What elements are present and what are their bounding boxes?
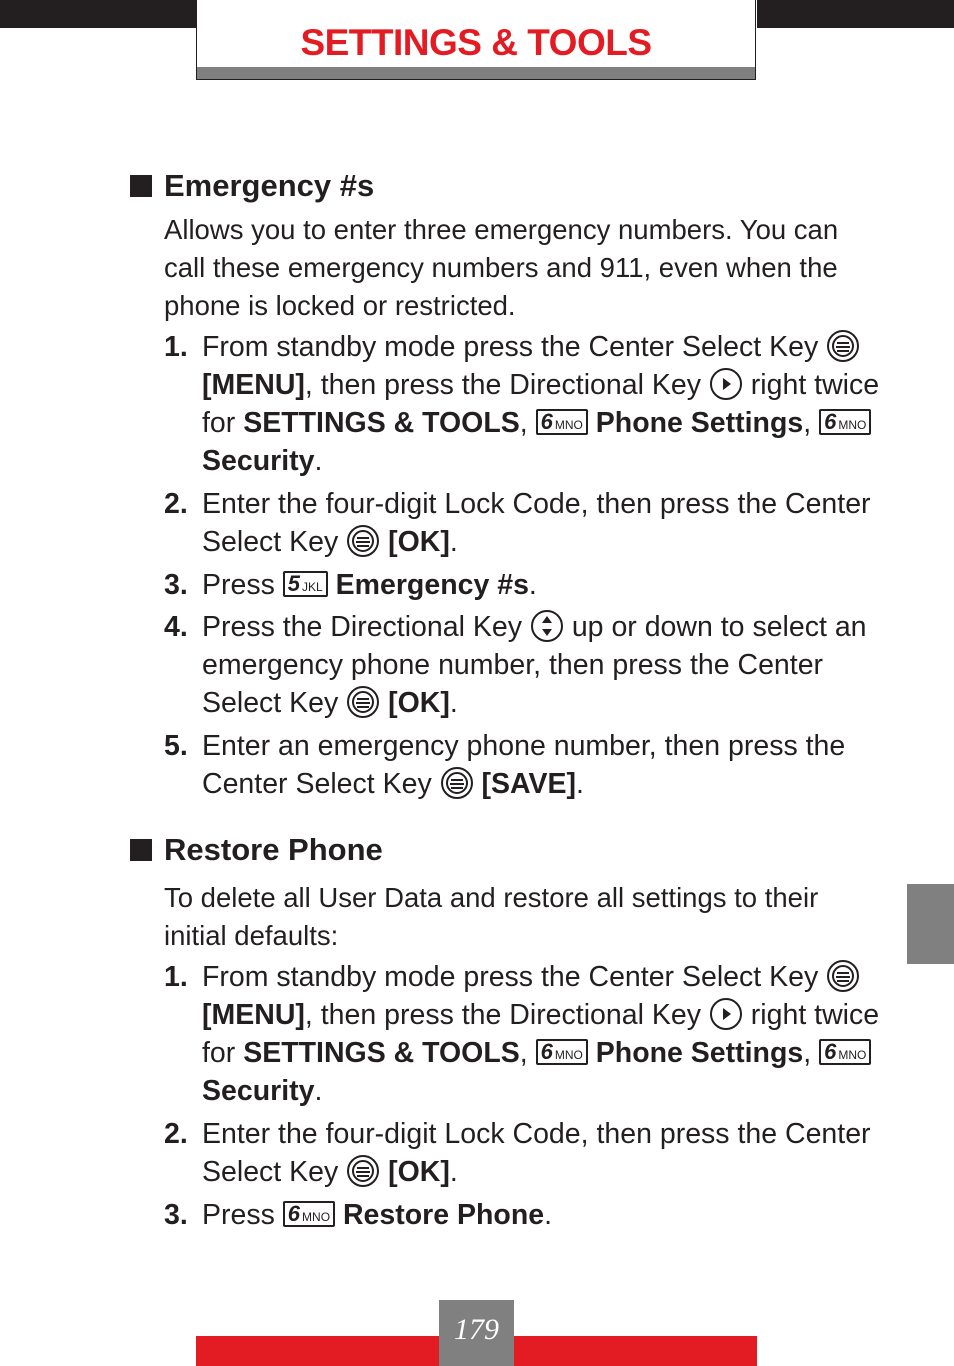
step-number: 3. <box>164 1199 188 1231</box>
step-item <box>164 566 884 604</box>
step-item <box>164 958 884 1110</box>
step-text: . <box>314 445 323 477</box>
header-underline <box>197 67 755 79</box>
menu-label: Security <box>202 1075 315 1107</box>
key-5-icon <box>283 571 328 597</box>
key-digit: 6 <box>824 1039 837 1065</box>
step-item <box>164 1196 884 1234</box>
step-item <box>164 328 884 480</box>
step-item <box>164 727 884 803</box>
key-6-icon <box>536 1039 588 1065</box>
menu-label: SETTINGS & TOOLS <box>243 407 520 439</box>
step-text: Press the Directional Key <box>202 611 522 643</box>
softkey-label: [OK] <box>388 687 450 719</box>
directional-key-right-icon <box>709 367 743 401</box>
side-tab <box>907 884 954 964</box>
step-text: , <box>519 1037 528 1069</box>
step-text: right twice for <box>202 369 880 439</box>
section-intro-restore: To delete all User Data and restore all settings to their initial defaults: <box>164 882 819 951</box>
step-text: . <box>449 687 458 719</box>
step-body <box>202 958 884 1110</box>
step-body <box>202 1115 884 1191</box>
center-select-key-icon <box>346 685 380 719</box>
step-text: . <box>449 526 458 558</box>
softkey-label: [MENU] <box>202 369 305 401</box>
section-heading-text: Emergency #s <box>164 168 375 203</box>
key-6-icon <box>819 409 871 435</box>
step-text: Press <box>202 569 275 601</box>
step-body <box>202 1196 884 1234</box>
step-text: up or down to select an emergency phone number, then press the Center Select Key <box>202 611 867 719</box>
step-text: . <box>449 1156 458 1188</box>
bullet-square-icon <box>130 175 152 197</box>
step-number: 1. <box>164 331 188 363</box>
key-digit: 6 <box>824 409 837 435</box>
header-tab <box>196 0 756 80</box>
header-bar-left <box>0 0 197 28</box>
step-item <box>164 608 884 722</box>
directional-key-updown-icon <box>530 609 564 643</box>
step-text: Enter an emergency phone number, then press the Center Select Key <box>202 730 846 800</box>
section-intro-emergency: Allows you to enter three emergency numbers. You can call these emergency numbers and 911, even when the phone is locked or restricted. <box>164 214 839 321</box>
step-body <box>202 566 884 604</box>
center-select-key-icon <box>346 1154 380 1188</box>
key-digit: 6 <box>540 409 553 435</box>
menu-label: Security <box>202 445 315 477</box>
key-digit: 5 <box>287 571 301 597</box>
bullet-square-icon <box>130 839 152 861</box>
softkey-label: [OK] <box>388 1156 450 1188</box>
section-heading-text: Restore Phone <box>164 832 383 867</box>
section-heading-emergency <box>130 168 374 204</box>
key-digit: 6 <box>540 1039 553 1065</box>
header-bar-right <box>757 0 954 28</box>
page-number: 179 <box>439 1300 514 1366</box>
step-body <box>202 608 884 722</box>
key-letters: MNO <box>554 418 583 433</box>
step-text: right twice for <box>202 999 880 1069</box>
menu-label: Emergency #s <box>335 569 529 601</box>
step-text: Press <box>202 1199 275 1231</box>
step-item <box>164 485 884 561</box>
key-6-icon <box>283 1201 335 1227</box>
step-text: From standby mode press the Center Select Key <box>202 331 819 363</box>
key-letters: MNO <box>838 418 867 433</box>
softkey-label: [SAVE] <box>481 768 577 800</box>
step-text: , <box>803 407 812 439</box>
page-title: SETTINGS & TOOLS <box>300 22 652 63</box>
key-letters: MNO <box>302 1210 331 1225</box>
key-letters: MNO <box>554 1048 583 1063</box>
step-text: , <box>803 1037 812 1069</box>
step-number: 2. <box>164 1118 188 1150</box>
step-text: , then press the Directional Key <box>304 999 701 1031</box>
step-number: 3. <box>164 569 188 601</box>
step-text: . <box>314 1075 323 1107</box>
menu-label: SETTINGS & TOOLS <box>243 1037 520 1069</box>
step-body <box>202 328 884 480</box>
step-number: 2. <box>164 488 188 520</box>
key-6-icon <box>819 1039 871 1065</box>
step-text: . <box>544 1199 553 1231</box>
menu-label: Restore Phone <box>342 1199 545 1231</box>
center-select-key-icon <box>826 959 860 993</box>
center-select-key-icon <box>826 329 860 363</box>
step-number: 1. <box>164 961 188 993</box>
key-digit: 6 <box>287 1201 301 1227</box>
step-text: . <box>576 768 584 800</box>
step-number: 4. <box>164 611 188 643</box>
step-number: 5. <box>164 730 188 762</box>
menu-label: Phone Settings <box>595 407 804 439</box>
step-text: Enter the four-digit Lock Code, then press the Center Select Key <box>202 488 871 558</box>
step-item <box>164 1115 884 1191</box>
key-letters: MNO <box>838 1048 867 1063</box>
step-text: From standby mode press the Center Select Key <box>202 961 819 993</box>
key-letters: JKL <box>302 580 323 595</box>
center-select-key-icon <box>346 524 380 558</box>
center-select-key-icon <box>440 766 474 800</box>
step-text: Enter the four-digit Lock Code, then press the Center Select Key <box>202 1118 871 1188</box>
softkey-label: [OK] <box>388 526 450 558</box>
key-6-icon <box>536 409 588 435</box>
section-heading-restore <box>130 832 383 868</box>
step-body <box>202 485 884 561</box>
step-text: , <box>519 407 528 439</box>
directional-key-right-icon <box>709 997 743 1031</box>
step-text: , then press the Directional Key <box>304 369 701 401</box>
menu-label: Phone Settings <box>595 1037 804 1069</box>
softkey-label: [MENU] <box>202 999 305 1031</box>
step-body <box>202 727 884 803</box>
step-text: . <box>528 569 537 601</box>
